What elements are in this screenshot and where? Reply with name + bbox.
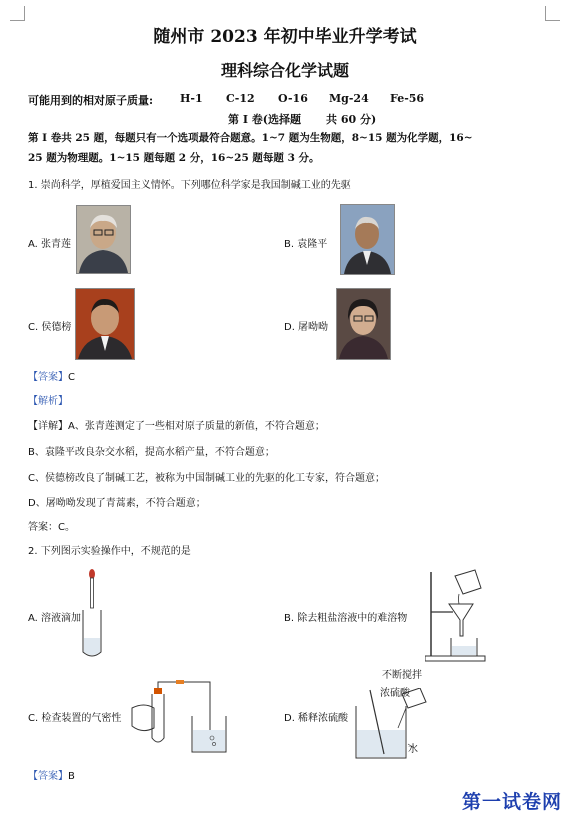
atomic-mass-fe: Fe-56 bbox=[390, 92, 425, 105]
q2-answer-tag: 【答案】 bbox=[28, 771, 68, 782]
q1-answer bbox=[28, 371, 75, 385]
section-title: 第 I 卷(选择题 bbox=[228, 113, 302, 126]
portrait-photo-hou-debang bbox=[75, 288, 135, 360]
exam-title: 随州市 2023 年初中毕业升学考试 bbox=[153, 27, 417, 47]
figure-label-water: 水 bbox=[408, 744, 418, 755]
q1-conclusion: 答案：C。 bbox=[28, 522, 75, 533]
q1-explanation-b: B、袁隆平改良杂交水稻，提高水稻产量，不符合题意； bbox=[28, 447, 275, 458]
dropper-into-test-tube-figure bbox=[80, 568, 104, 660]
dilute-sulfuric-acid-figure bbox=[350, 688, 430, 762]
q1-option-d: D. 屠呦呦 bbox=[284, 322, 329, 333]
q1-answer-tag: 【答案】 bbox=[28, 372, 68, 383]
q2-option-b: B. 除去粗盐溶液中的难溶物 bbox=[284, 613, 408, 624]
q1-option-a: A. 张青莲 bbox=[28, 239, 72, 250]
q1-explanation-a-text: A、张青莲测定了一些相对原子质量的新值，不符合题意； bbox=[68, 421, 325, 432]
portrait-photo-tu-youyou bbox=[336, 288, 391, 360]
atomic-mass-o: O-16 bbox=[278, 92, 308, 105]
q1-stem: 1. 崇尚科学，厚植爱国主义情怀。下列哪位科学家是我国制碱工业的先驱 bbox=[28, 180, 351, 191]
q2-option-a: A. 溶液滴加 bbox=[28, 613, 82, 624]
q1-analysis-tag: 【解析】 bbox=[28, 396, 68, 407]
atomic-mass-mg: Mg-24 bbox=[329, 92, 369, 105]
corner-mark-top-right bbox=[545, 6, 560, 21]
q1-explanation-c: C、侯德榜改良了制碱工艺，被称为中国制碱工业的先驱的化工专家，符合题意； bbox=[28, 473, 385, 484]
q1-explanation-a bbox=[28, 420, 325, 434]
q1-option-b: B. 袁隆平 bbox=[284, 239, 328, 250]
watermark-text: 第一试卷网 bbox=[461, 791, 562, 813]
q1-answer-value: C bbox=[68, 372, 75, 383]
section-intro-line-2: 25 题为物理题。1~15 题每题 2 分，16~25 题每题 3 分。 bbox=[28, 152, 320, 164]
q1-explanation-d: D、屠呦呦发现了青蒿素，不符合题意； bbox=[28, 498, 206, 509]
portrait-photo-zhang-qinglian bbox=[76, 205, 131, 274]
q2-option-c: C. 检查装置的气密性 bbox=[28, 713, 122, 724]
q1-detail-tag: 【详解】 bbox=[28, 421, 68, 432]
section-score: 共 60 分) bbox=[326, 113, 377, 126]
figure-label-stir: 不断搅拌 bbox=[382, 670, 422, 681]
exam-subtitle: 理科综合化学试题 bbox=[220, 61, 349, 80]
figure-label-acid: 浓硫酸 bbox=[380, 688, 410, 699]
atomic-masses-row bbox=[28, 92, 153, 108]
portrait-photo-yuan-longping bbox=[340, 204, 395, 275]
atomic-mass-c: C-12 bbox=[226, 92, 255, 105]
section-intro-line-1: 第 I 卷共 25 题，每题只有一个选项最符合题意。1~7 题为生物题，8~15 题为化学题，16~ bbox=[28, 132, 473, 144]
q2-answer-value: B bbox=[68, 771, 75, 782]
filtration-apparatus-figure bbox=[425, 566, 487, 662]
atomic-mass-h: H-1 bbox=[180, 92, 203, 105]
q2-stem: 2. 下列图示实验操作中，不规范的是 bbox=[28, 546, 191, 557]
corner-mark-top-left bbox=[10, 6, 25, 21]
q2-option-d: D. 稀释浓硫酸 bbox=[284, 713, 349, 724]
atomic-masses-label: 可能用到的相对原子质量: bbox=[28, 94, 154, 107]
q1-option-c: C. 侯德榜 bbox=[28, 322, 72, 333]
q2-answer bbox=[28, 770, 75, 784]
airtightness-check-figure bbox=[130, 678, 230, 758]
